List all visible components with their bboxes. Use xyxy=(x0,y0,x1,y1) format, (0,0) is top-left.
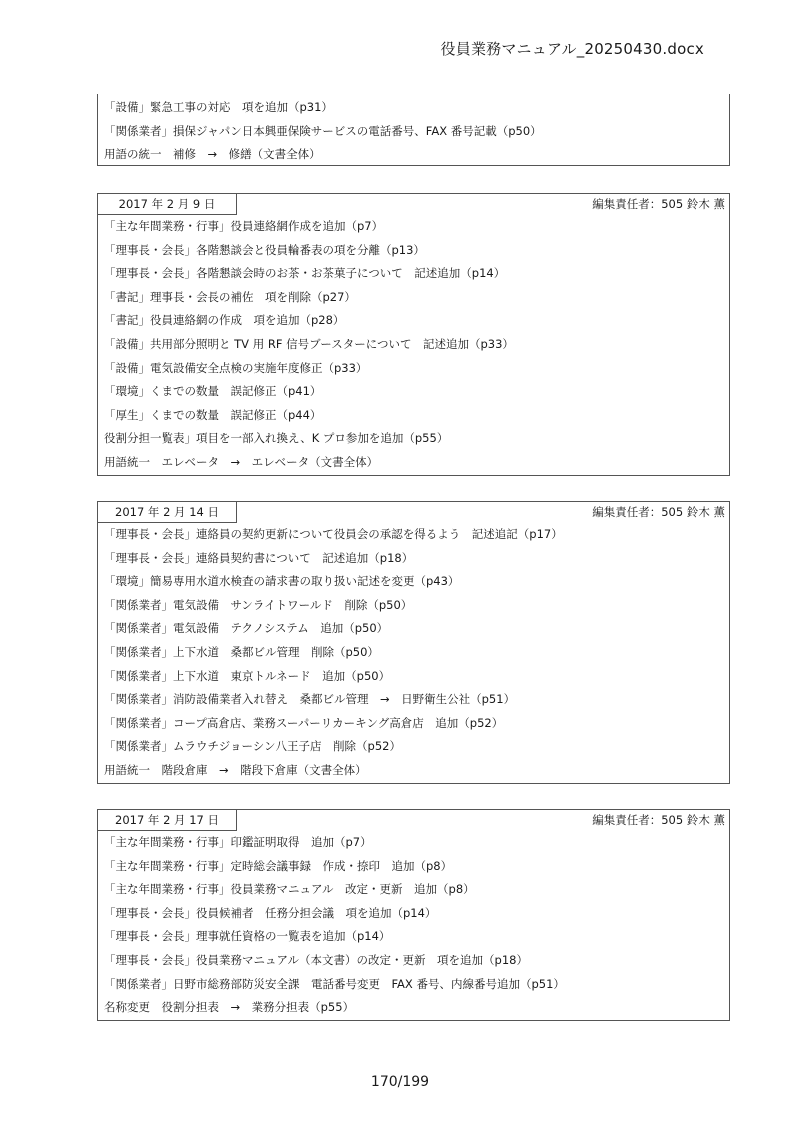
changelog-block-header xyxy=(98,810,729,831)
changelog-entry: 「主な年間業務・行事」役員業務マニュアル 改定・更新 追加（p8） xyxy=(104,882,475,897)
changelog-block-2017-02-17 xyxy=(97,809,730,1021)
changelog-entry: 「理事長・会長」理事就任資格の一覧表を追加（p14） xyxy=(104,929,391,944)
changelog-entry: 「設備」緊急工事の対応 項を追加（p31） xyxy=(104,100,333,114)
changelog-entry: 「関係業者」上下水道 東京トルネード 追加（p50） xyxy=(104,668,391,683)
changelog-entry: 役割分担一覧表」項目を一部入れ換え、K プロ参加を追加（p55） xyxy=(104,431,449,446)
changelog-entries xyxy=(98,96,729,167)
changelog-entry: 「理事長・会長」各階懇談会と役員輪番表の項を分離（p13） xyxy=(104,242,425,257)
changelog-editor: 編集責任者：505 鈴木 薫 xyxy=(592,813,725,827)
changelog-entry: 「関係業者」損保ジャパン日本興亜保険サービスの電話番号、FAX 番号記載（p50） xyxy=(104,123,542,138)
changelog-entry: 「理事長・会長」各階懇談会時のお茶・お茶菓子について 記述追加（p14） xyxy=(104,266,506,281)
changelog-date: 2017 年 2 月 9 日 xyxy=(98,194,237,215)
changelog-entries xyxy=(98,831,729,1020)
changelog-entry: 「理事長・会長」役員候補者 任務分担会議 項を追加（p14） xyxy=(104,905,437,920)
changelog-entry: 「関係業者」ムラウチジョーシン八王子店 削除（p52） xyxy=(104,739,401,754)
changelog-block-continued xyxy=(97,94,730,166)
changelog-entry: 「理事長・会長」連絡員契約書について 記述追加（p18） xyxy=(104,550,414,565)
changelog-entry: 「関係業者」消防設備業者入れ替え 桑都ビル管理 → 日野衛生公社（p51） xyxy=(104,692,516,707)
changelog-entry: 「関係業者」日野市総務部防災安全課 電話番号変更 FAX 番号、内線番号追加（p51） xyxy=(104,976,565,991)
changelog-entries xyxy=(98,523,729,783)
changelog-entries xyxy=(98,215,729,475)
changelog-entry: 「理事長・会長」役員業務マニュアル（本文書）の改定・更新 項を追加（p18） xyxy=(104,952,528,967)
changelog-entry: 「関係業者」コープ高倉店、業務スーパーリカーキング高倉店 追加（p52） xyxy=(104,715,504,730)
page-number: 170/199 xyxy=(370,1074,430,1090)
changelog-entry: 「設備」電気設備安全点検の実施年度修正（p33） xyxy=(104,360,368,375)
changelog-entry: 用語の統一 補修 → 修繕（文書全体） xyxy=(104,147,321,162)
changelog-entry: 「環境」くまでの数量 誤記修正（p41） xyxy=(104,384,322,399)
changelog-block-header xyxy=(98,194,729,215)
changelog-entry: 用語統一 エレベータ → エレベータ（文書全体） xyxy=(104,454,379,469)
changelog-entry: 「書記」役員連絡網の作成 項を追加（p28） xyxy=(104,313,345,328)
changelog-date: 2017 年 2 月 14 日 xyxy=(98,502,237,523)
changelog-editor: 編集責任者：505 鈴木 薫 xyxy=(592,505,725,519)
changelog-entry: 「主な年間業務・行事」役員連絡網作成を追加（p7） xyxy=(104,219,384,233)
changelog-entry: 「設備」共用部分照明と TV 用 RF 信号ブースターについて 記述追加（p33） xyxy=(104,336,514,351)
document-filename: 役員業務マニュアル_20250430.docx xyxy=(440,40,704,58)
changelog-entry: 「関係業者」電気設備 サンライトワールド 削除（p50） xyxy=(104,597,413,612)
changelog-entry: 「厚生」くまでの数量 誤記修正（p44） xyxy=(104,407,322,422)
changelog-entry: 「主な年間業務・行事」印鑑証明取得 追加（p7） xyxy=(104,835,372,849)
changelog-entry: 「書記」理事長・会長の補佐 項を削除（p27） xyxy=(104,289,356,304)
changelog-entry: 「環境」簡易専用水道水検査の請求書の取り扱い記述を変更（p43） xyxy=(104,574,460,589)
changelog-entry: 「主な年間業務・行事」定時総会議事録 作成・捺印 追加（p8） xyxy=(104,858,453,873)
changelog-block-2017-02-14 xyxy=(97,501,730,784)
changelog-entry: 「関係業者」上下水道 桑都ビル管理 削除（p50） xyxy=(104,644,379,659)
changelog-entry: 名称変更 役割分担表 → 業務分担表（p55） xyxy=(104,1000,355,1015)
changelog-block-2017-02-09 xyxy=(97,193,730,476)
changelog-entry: 用語統一 階段倉庫 → 階段下倉庫（文書全体） xyxy=(104,762,367,777)
changelog-block-header xyxy=(98,502,729,523)
changelog-date: 2017 年 2 月 17 日 xyxy=(98,810,237,831)
changelog-editor: 編集責任者：505 鈴木 薫 xyxy=(592,197,725,211)
changelog-entry: 「理事長・会長」連絡員の契約更新について役員会の承認を得るよう 記述追記（p17） xyxy=(104,527,563,541)
changelog-entry: 「関係業者」電気設備 テクノシステム 追加（p50） xyxy=(104,621,389,636)
